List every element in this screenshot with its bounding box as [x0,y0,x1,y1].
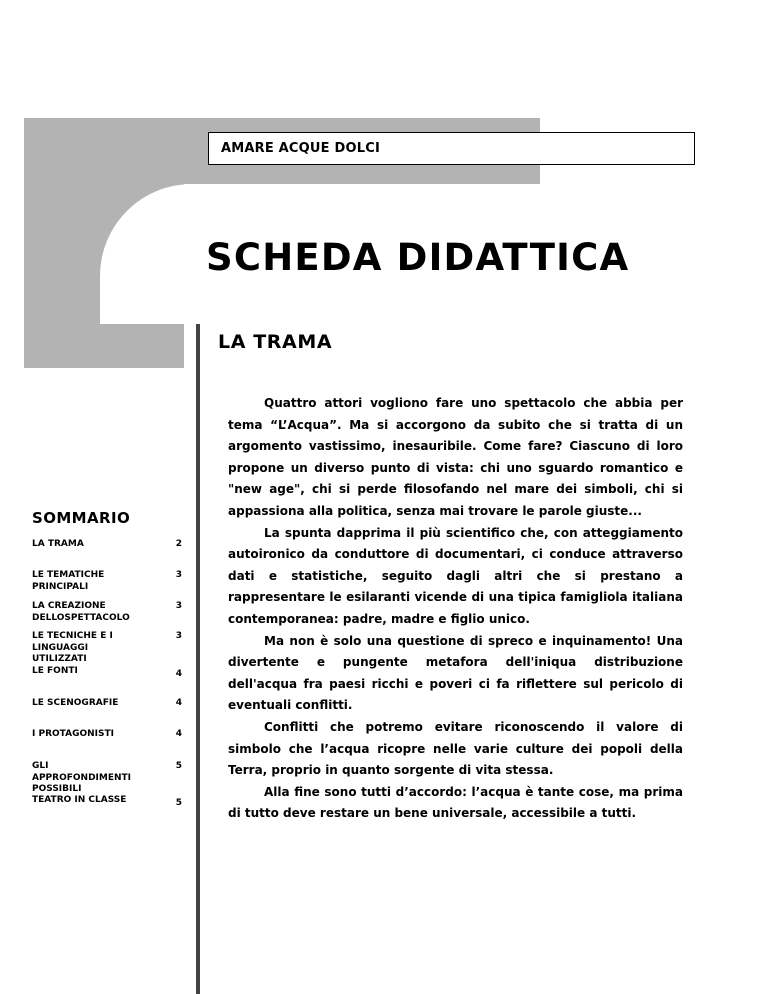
section-body [228,393,683,825]
sommario-title: SOMMARIO [32,509,131,527]
toc-page: 3 [175,570,182,580]
toc-page: 5 [175,798,182,808]
toc-label: LE TECNICHE E I LINGUAGGI UTILIZZATI [32,631,113,664]
paragraph: Alla fine sono tutti d’accordo: l’acqua è tante cose, ma prima di tutto deve restare un bene universale, accessibile a tutti. [228,784,683,821]
toc-label: LA CREAZIONE DELLOSPETTACOLO [32,601,130,623]
paragraph: Quattro attori vogliono fare uno spettacolo che abbia per tema “L’Acqua”. Ma si accorgono da subito che si tratta di un argomento vastissimo, inesauribile. Come fare? Ciascuno di loro propone un diverso punto di vista: chi uno sguardo romantico e "new age", chi si perde filosofando nel mare dei simboli, chi si appassiona alla politica, senza mai trovare le parole giuste... [228,396,683,518]
toc-page: 2 [175,539,182,549]
toc-page: 4 [175,729,182,739]
toc-label: TEATRO IN CLASSE [32,795,127,805]
toc-page: 4 [175,669,182,679]
page-title: SCHEDA DIDATTICA [206,236,630,279]
paragraph: Conflitti che potremo evitare riconoscendo il valore di simbolo che l’acqua ricopre nelle varie culture dei popoli della Terra, proprio in quanto sorgente di vita stessa. [228,719,683,778]
vertical-divider [196,324,200,994]
toc-page: 3 [175,631,182,641]
header-title-box [208,132,695,165]
toc-page: 5 [175,761,182,771]
header-title: AMARE ACQUE DOLCI [221,141,380,156]
toc-label: LE SCENOGRAFIE [32,698,119,708]
section-title: LA TRAMA [218,331,333,353]
toc-label: LE TEMATICHE PRINCIPALI [32,570,105,592]
paragraph: La spunta dapprima il più scientifico che, con atteggiamento autoironico da conduttore di documentari, ci conduce attraverso dati e statistiche, seguito dagli altri che si prestano a rappresentare le esilaranti vicende di una tipica famigliola italiana contemporanea: padre, madre e figlio unico. [228,525,683,626]
toc-label: LA TRAMA [32,539,84,549]
paragraph: Ma non è solo una questione di spreco e inquinamento! Una divertente e pungente metafora dell'iniqua distribuzione dell'acqua fra paesi ricchi e poveri ci fa riflettere sul pericolo di eventuali conflitti. [228,633,683,713]
toc-label: I PROTAGONISTI [32,729,114,739]
toc-page: 4 [175,698,182,708]
toc-page: 3 [175,601,182,611]
toc-label: GLI APPROFONDIMENTI POSSIBILI [32,761,132,794]
toc-label: LE FONTI [32,666,78,676]
